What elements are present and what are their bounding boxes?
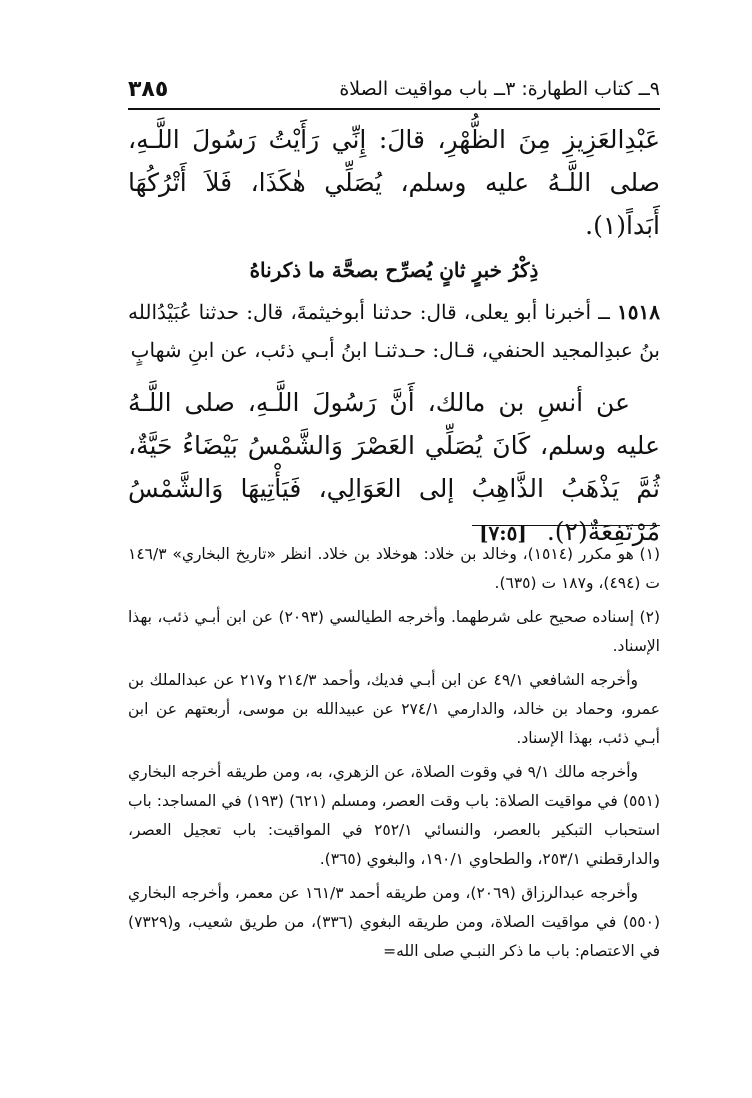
header-rule xyxy=(128,108,660,110)
page-header xyxy=(128,74,660,104)
hadith-matn xyxy=(128,381,660,555)
footnote-rule xyxy=(472,525,660,526)
footnotes xyxy=(128,540,660,971)
running-title: ٩ــ كتاب الطهارة: ٣ــ باب مواقيت الصلاة xyxy=(339,78,660,100)
continuation-text: عَبْدِالعَزِيزِ مِنَ الظُّهْرِ، قالَ: إِنِّي رَأَيْتُ رَسُولَ اللَّـهِ، صلى اللَّـهُ عليه وسلم، يُصَلِّي هٰكَذَا، فَلاَ أَتْرُكُهَا أَبَداً(١). xyxy=(128,125,660,240)
hadith-number: ١٥١٨ xyxy=(617,300,661,324)
hadith-reference: [٧:٥] xyxy=(479,521,527,545)
matn-paragraph xyxy=(128,381,660,555)
hadith-isnad xyxy=(128,293,660,369)
matn-text: عن أنسِ بن مالك، أَنَّ رَسُولَ اللَّـهِ، صلى اللَّـهُ عليه وسلم، كَانَ يُصَلِّي العَصْرَ وَالشَّمْسُ بَيْضَاءُ حَيَّةٌ، ثُمَّ يَذْهَبُ الذَّاهِبُ إلى العَوَالِي، فَيَأْتِيهَا وَالشَّمْسُ مُرْتَفِعَةٌ(٢). xyxy=(128,388,660,546)
section-title: ذِكْرُ خبرٍ ثانٍ يُصرِّح بصحَّة ما ذكرناهُ xyxy=(249,258,539,282)
footnote-2-continued: وأخرجه الشافعي ٤٩/١ عن ابن أبـي فديك، وأحمد ٢١٤/٣ و٢١٧ عن عبدالملك بن عمرو، وحماد بن خالد، والدارمي ٢٧٤/١ عن عبيدالله بن موسى، أربعتهم عن ابن أبـي ذئب، بهذا الإسناد. xyxy=(128,671,660,747)
main-text xyxy=(128,118,660,555)
footnote-2-continued: وأخرجه مالك ٩/١ في وقوت الصلاة، عن الزهري، به، ومن طريقه أخرجه البخاري (٥٥١) في مواقيت الصلاة: باب وقت العصر، ومسلم (٦٢١) (١٩٣) في المساجد: باب استحباب التبكير بالعصر، والنسائي ٢٥٢/١ في المواقيت: باب تعجيل العصر، والدارقطني ٢٥٣/١، والطحاوي ١٩٠/١، والبغوي (٣٦٥). xyxy=(128,763,661,868)
footnote-1: (١) هو مكرر (١٥١٤)، وخالد بن خلاد: هوخلاد بن خلاد. انظر «تاريخ البخاري» ١٤٦/٣ ت (٤٩٤)، و١٨٧ ت (٦٣٥). xyxy=(128,545,660,592)
footnote-2: (٢) إسناده صحيح على شرطهما. وأخرجه الطيالسي (٢٠٩٣) عن ابن أبـي ذئب، بهذا الإسناد. xyxy=(128,608,660,655)
isnad-text: ــ أخبرنا أبو يعلى، قال: حدثنا أبوخيثمةَ، قال: حدثنا عُبَيْدُالله بنُ عبدِالمجيد الحنفي، قـال: حـدثنـا ابنُ أبـي ذئب، عن ابنِ شهابٍ xyxy=(128,300,660,362)
footnote-2-continued: وأخرجه عبدالرزاق (٢٠٦٩)، ومن طريقه أحمد ١٦١/٣ عن معمر، وأخرجه البخاري (٥٥٠) في مواقيت الصلاة، ومن طريقه البغوي (٣٣٦)، من طريق شعيب، و(٧٣٢٩) في الاعتصام: باب ما ذكر النبـي صلى الله= xyxy=(128,884,660,960)
page-number: ٣٨٥ xyxy=(128,76,169,102)
